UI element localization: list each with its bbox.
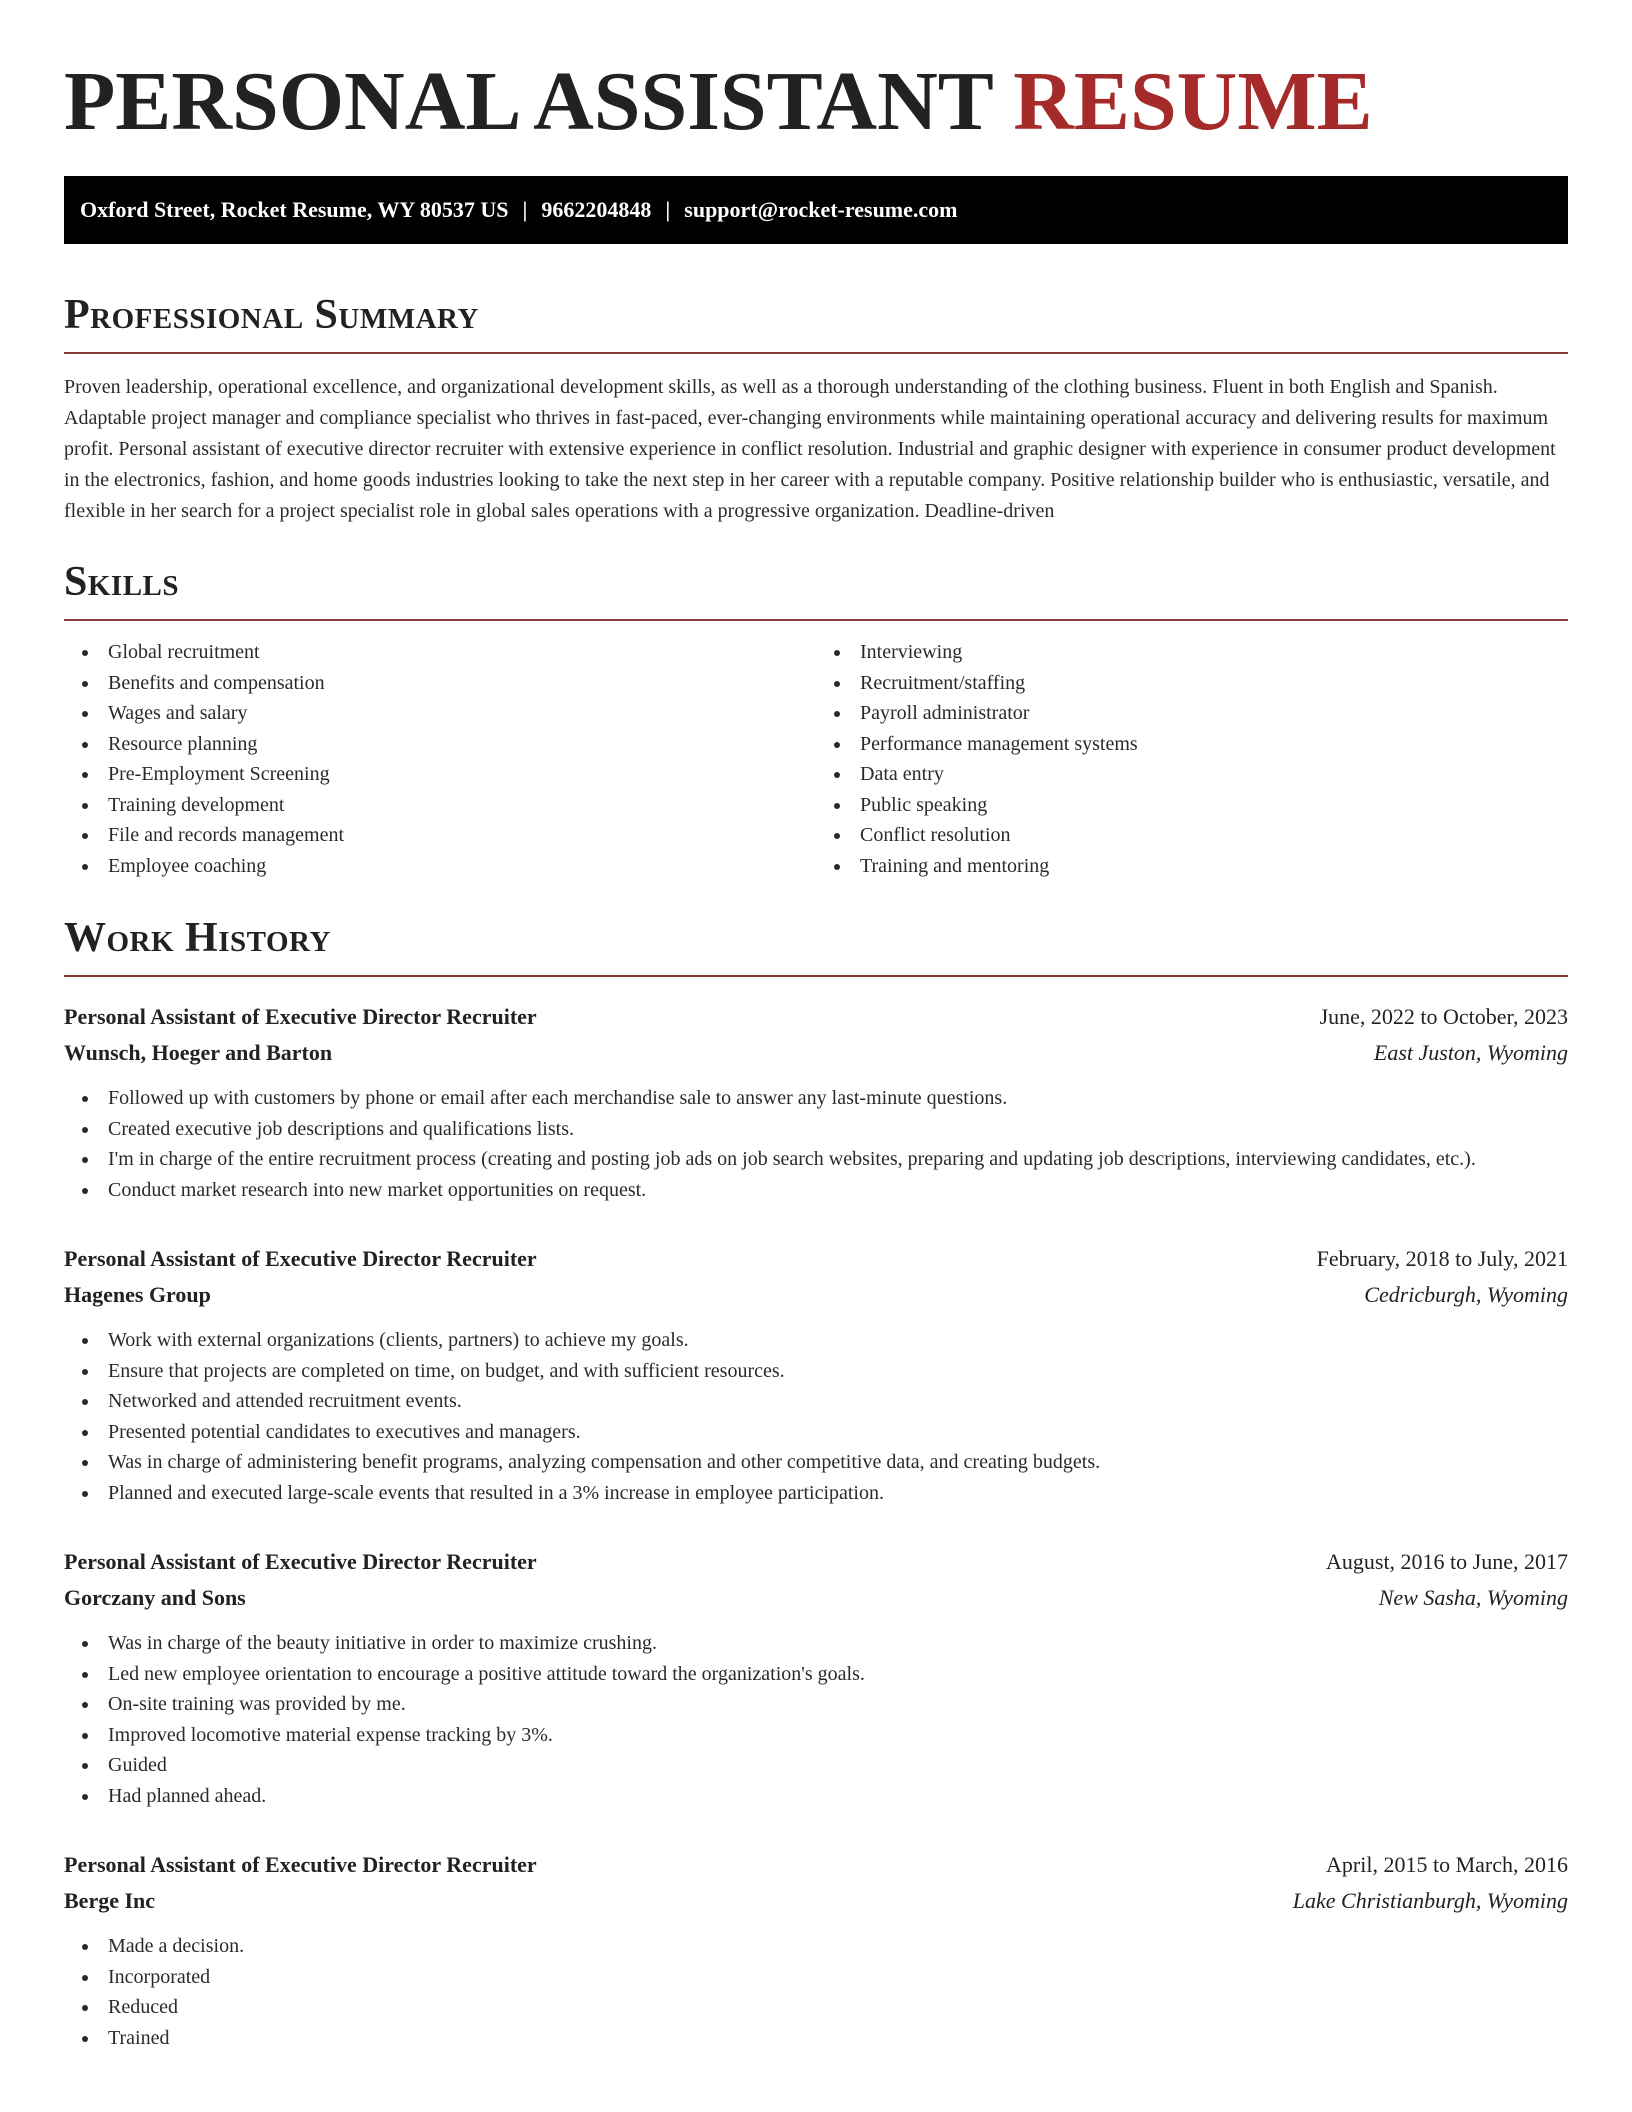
company-name: Berge Inc (64, 1888, 156, 1913)
skills-grid (64, 637, 1568, 881)
job-company-row (64, 1035, 1568, 1071)
job-bullet: Had planned ahead. (108, 1781, 1568, 1812)
skill-item: Wages and salary (108, 698, 816, 729)
job-bullet: On-site training was provided by me. (108, 1689, 1568, 1720)
job-company-row (64, 1277, 1568, 1313)
job-bullet: Conduct market research into new market opportunities on request. (108, 1175, 1568, 1206)
job-dates: August, 2016 to June, 2017 (1326, 1549, 1568, 1574)
job-bullet: Created executive job descriptions and qualifications lists. (108, 1114, 1568, 1145)
section-divider (64, 975, 1568, 977)
job-bullet: Improved locomotive material expense tracking by 3%. (108, 1720, 1568, 1751)
skill-item: Public speaking (860, 790, 1568, 821)
job-company-row (64, 1883, 1568, 1919)
skill-item: Payroll administrator (860, 698, 1568, 729)
job-bullet: Made a decision. (108, 1931, 1568, 1962)
section-divider (64, 352, 1568, 354)
job-bullet: Trained (108, 2023, 1568, 2054)
skills-section (64, 555, 1568, 881)
section-heading: Professional Summary (64, 292, 479, 338)
job-bullet: I'm in charge of the entire recruitment process (creating and posting job ads on job search websites, preparing and updating job descriptions, interviewing candidates, etc.). (108, 1144, 1568, 1175)
job-bullets (64, 1325, 1568, 1508)
contact-address: Oxford Street, Rocket Resume, WY 80537 US (80, 197, 509, 222)
job-dates: June, 2022 to October, 2023 (1319, 1004, 1568, 1029)
company-name: Gorczany and Sons (64, 1585, 246, 1610)
skill-item: Benefits and compensation (108, 668, 816, 699)
job-location: New Sasha, Wyoming (1378, 1585, 1568, 1610)
job-entry (64, 1544, 1568, 1811)
skill-item: Data entry (860, 759, 1568, 790)
job-dates: April, 2015 to March, 2016 (1326, 1852, 1568, 1877)
section-divider (64, 619, 1568, 621)
job-location: Lake Christianburgh, Wyoming (1292, 1888, 1568, 1913)
company-name: Hagenes Group (64, 1282, 211, 1307)
job-bullet: Guided (108, 1750, 1568, 1781)
contact-separator: | (522, 197, 528, 222)
job-title: Personal Assistant of Executive Director Recruiter (64, 1549, 537, 1574)
job-bullets (64, 1628, 1568, 1811)
company-name: Wunsch, Hoeger and Barton (64, 1040, 333, 1065)
job-location: East Juston, Wyoming (1373, 1040, 1568, 1065)
skill-item: Training development (108, 790, 816, 821)
job-bullet: Presented potential candidates to executives and managers. (108, 1417, 1568, 1448)
job-list (64, 999, 1568, 2053)
job-bullet: Planned and executed large-scale events that resulted in a 3% increase in employee participation. (108, 1478, 1568, 1509)
job-bullet: Work with external organizations (clients, partners) to achieve my goals. (108, 1325, 1568, 1356)
summary-text: Proven leadership, operational excellence, and organizational development skills, as well as a thorough understanding of the clothing business. Fluent in both English and Spanish. Adaptable project manager and compliance specialist who thrives in fast-paced, ever-changing environments while maintaining operational accuracy and delivering results for maximum profit. Personal assistant of executive director recruiter with extensive experience in conflict resolution. Industrial and graphic designer with experience in consumer product development in the electronics, fashion, and home goods industries looking to take the next step in her career with a reputable company. Positive relationship builder who is enthusiastic, versatile, and flexible in her search for a project specialist role in global sales operations with a progressive organization. Deadline-driven (64, 376, 1556, 522)
skill-item: Conflict resolution (860, 820, 1568, 851)
resume-title (64, 0, 1568, 152)
job-header-row (64, 1847, 1568, 1883)
section-heading: Work History (64, 915, 331, 961)
job-bullet: Reduced (108, 1992, 1568, 2023)
job-bullet: Ensure that projects are completed on time, on budget, and with sufficient resources. (108, 1356, 1568, 1387)
resume-page (64, 0, 1568, 2053)
job-bullet: Was in charge of administering benefit programs, analyzing compensation and other competitive data, and creating budgets. (108, 1447, 1568, 1478)
title-accent: RESUME (1013, 55, 1373, 148)
contact-email: support@rocket-resume.com (684, 197, 958, 222)
skill-item: Resource planning (108, 729, 816, 760)
skill-item: Global recruitment (108, 637, 816, 668)
skill-item: Pre-Employment Screening (108, 759, 816, 790)
job-title: Personal Assistant of Executive Director Recruiter (64, 1852, 537, 1877)
job-bullet: Led new employee orientation to encourage a positive attitude toward the organization's goals. (108, 1659, 1568, 1690)
job-title: Personal Assistant of Executive Director Recruiter (64, 1004, 537, 1029)
skill-item: Interviewing (860, 637, 1568, 668)
skill-item: Training and mentoring (860, 851, 1568, 882)
job-bullets (64, 1931, 1568, 2053)
job-bullet: Incorporated (108, 1962, 1568, 1993)
section-heading: Skills (64, 559, 180, 605)
job-header-row (64, 999, 1568, 1035)
job-bullets (64, 1083, 1568, 1205)
job-dates: February, 2018 to July, 2021 (1316, 1246, 1568, 1271)
job-title: Personal Assistant of Executive Director Recruiter (64, 1246, 537, 1271)
skill-item: Performance management systems (860, 729, 1568, 760)
contact-bar (64, 176, 1568, 244)
work-history-section (64, 911, 1568, 2053)
skills-list-right (816, 637, 1568, 881)
job-bullet: Was in charge of the beauty initiative in order to maximize crushing. (108, 1628, 1568, 1659)
skill-item: Employee coaching (108, 851, 816, 882)
job-location: Cedricburgh, Wyoming (1364, 1282, 1568, 1307)
job-entry (64, 999, 1568, 1205)
contact-separator: | (665, 197, 671, 222)
job-bullet: Networked and attended recruitment events. (108, 1386, 1568, 1417)
skill-item: File and records management (108, 820, 816, 851)
professional-summary-section (64, 288, 1568, 527)
job-company-row (64, 1580, 1568, 1616)
job-entry (64, 1847, 1568, 2053)
job-header-row (64, 1544, 1568, 1580)
job-bullet: Followed up with customers by phone or email after each merchandise sale to answer any last-minute questions. (108, 1083, 1568, 1114)
job-entry (64, 1241, 1568, 1508)
title-main: PERSONAL ASSISTANT (64, 55, 993, 148)
contact-phone: 9662204848 (541, 197, 652, 222)
job-header-row (64, 1241, 1568, 1277)
skill-item: Recruitment/staffing (860, 668, 1568, 699)
skills-list-left (64, 637, 816, 881)
